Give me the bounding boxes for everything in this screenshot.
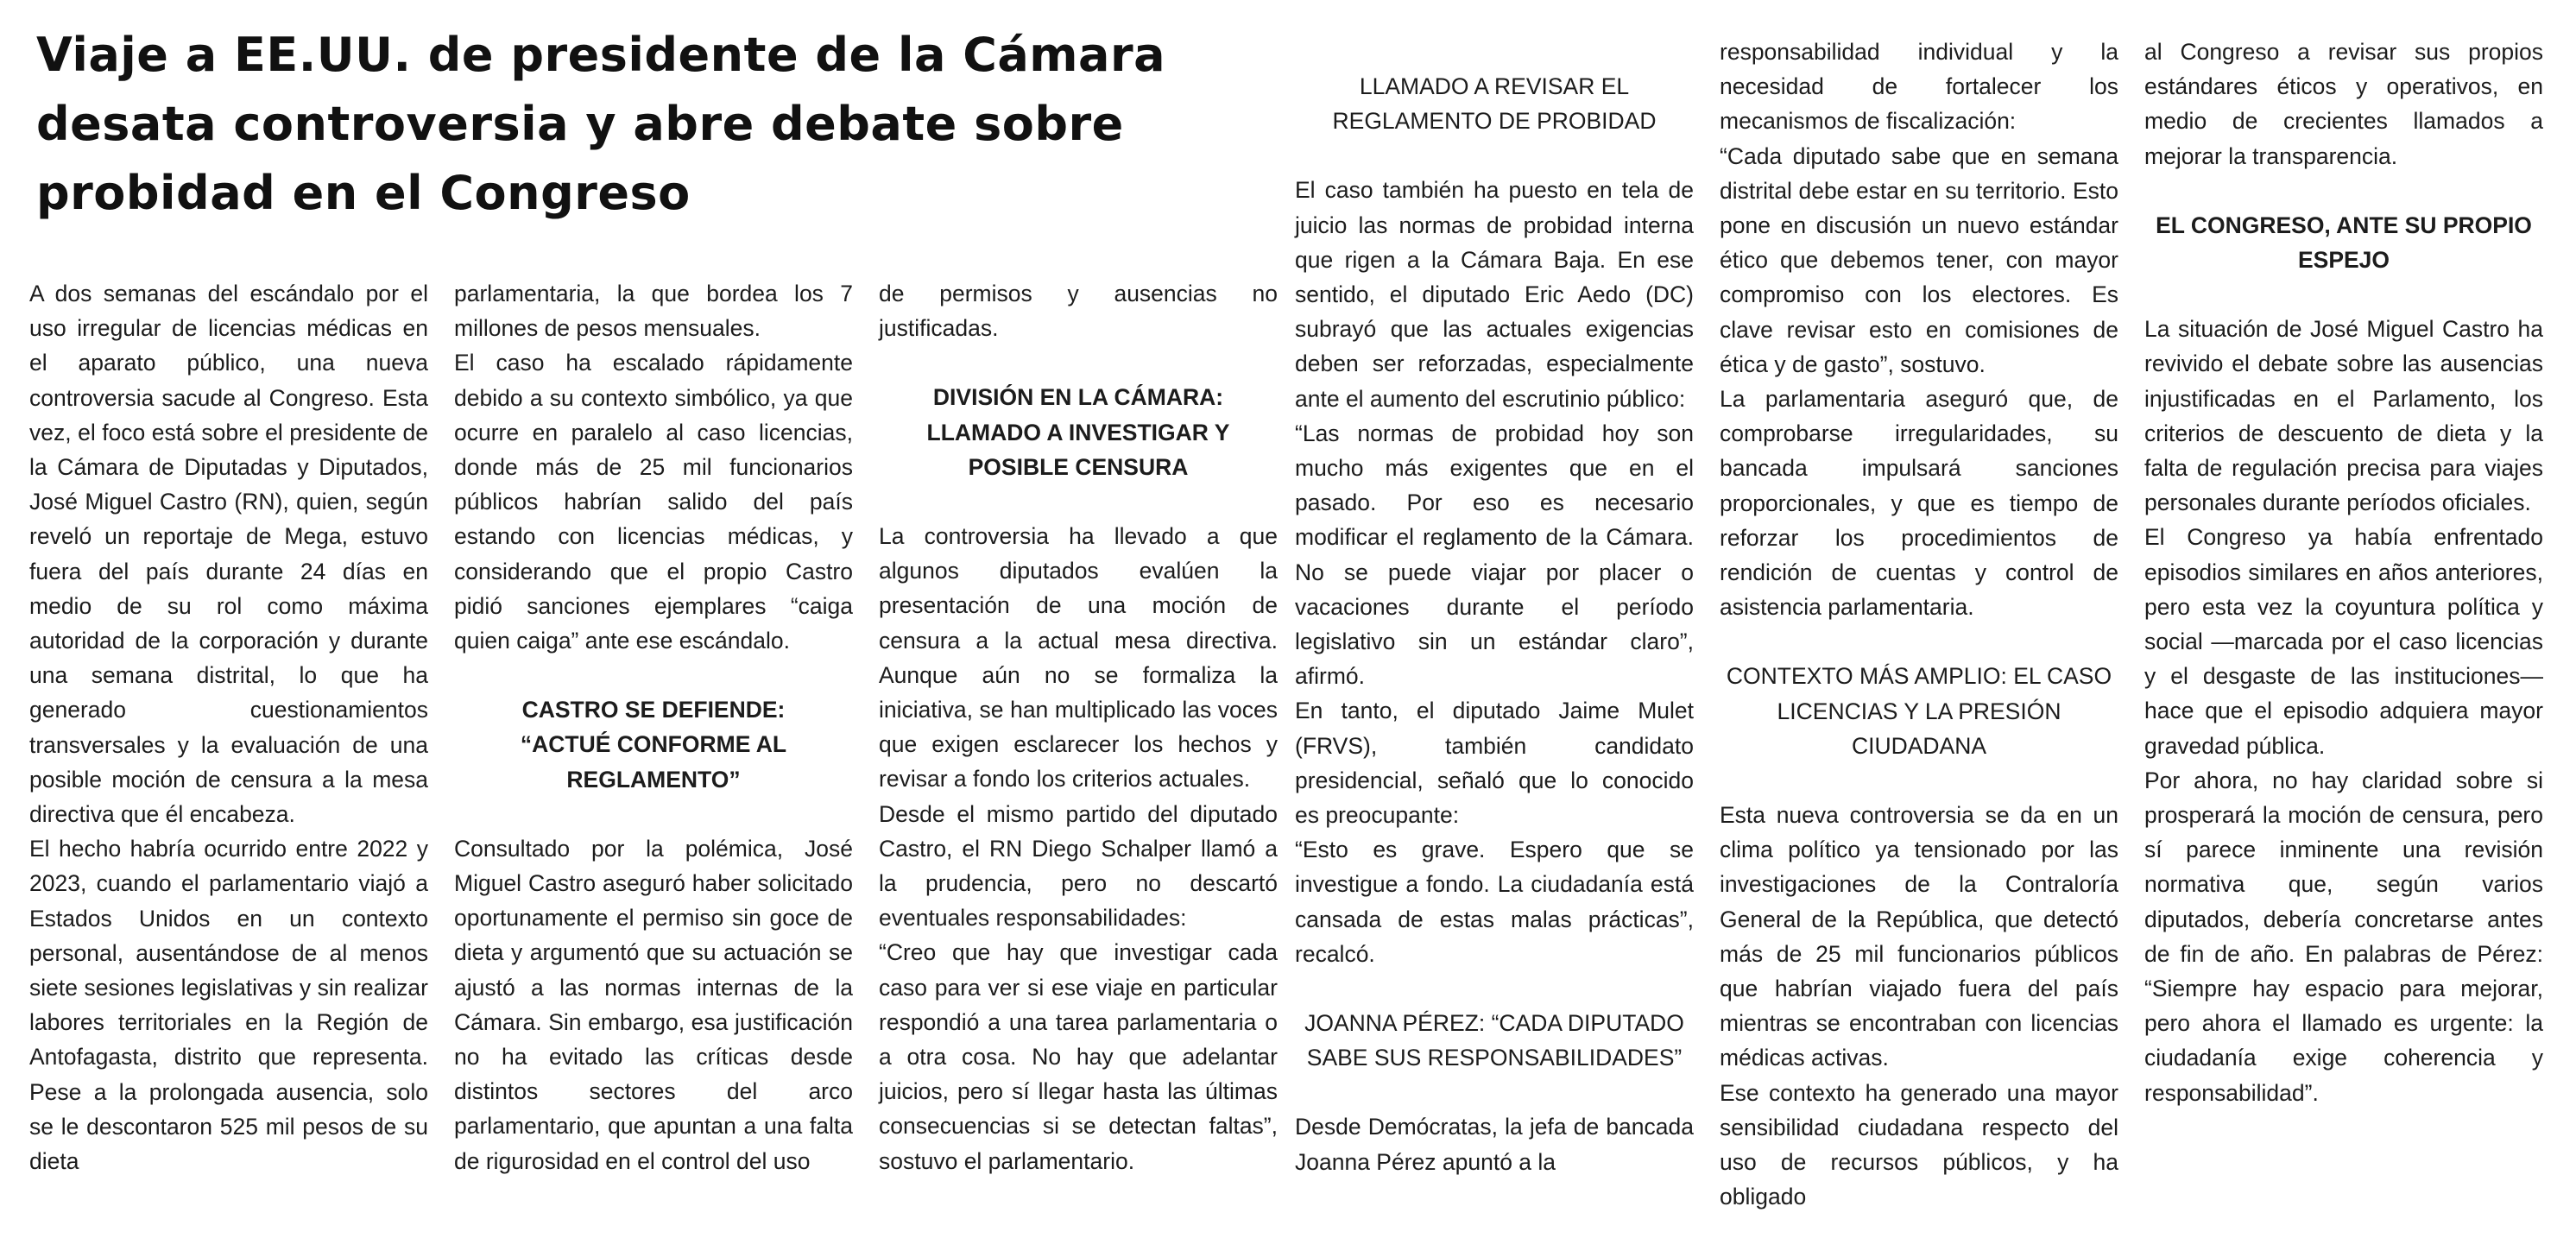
subheading-line: EL CONGRESO, ANTE SU PROPIO: [2156, 212, 2532, 238]
subheading-division-camara: [879, 380, 1278, 484]
column-6-paragraph-3: El Congreso ya había enfrentado episodios similares en años anteriores, pero esta vez la coyuntura política y social —marcada por el caso licencias y el desgaste de las instituciones— hace que el episodio adquiera mayor gravedad pública.: [2144, 524, 2543, 759]
subheading-joanna-perez: [1295, 1006, 1694, 1075]
subheading-line: POSIBLE CENSURA: [968, 453, 1189, 480]
column-5-paragraph-4: Esta nueva controversia se da en un clima político ya tensionado por las investigaciones de la Contraloría General de la República, que detectó más de 25 mil funcionarios públicos que habrían viajado fuera del país mientras se encontraban con licencias médicas activas.: [1720, 802, 2118, 1071]
column-1: [29, 0, 428, 1257]
subheading-line: LLAMADO A REVISAR EL: [1359, 73, 1630, 99]
subheading-line: “ACTUÉ CONFORME AL: [520, 731, 787, 758]
subheading-line: JOANNA PÉREZ: “CADA DIPUTADO: [1304, 1010, 1684, 1037]
column-5-paragraph-5: Ese contexto ha generado una mayor sensibilidad ciudadana respecto del uso de recursos públicos, y ha obligado: [1720, 1079, 2118, 1210]
headline-line-3: probidad en el Congreso: [36, 166, 691, 220]
column-3-paragraph-4: “Creo que hay que investigar cada caso para ver si ese viaje en particular respondió a una tarea parlamentaria o a otra cosa. No hay que adelantar juicios, pero sí llegar hasta las últimas consecuencias si se detectan faltas”, sostuvo el parlamentario.: [879, 939, 1278, 1174]
column-3: [879, 0, 1278, 1257]
subheading-line: REGLAMENTO”: [566, 766, 741, 793]
subheading-line: REGLAMENTO DE PROBIDAD: [1332, 108, 1657, 135]
column-6: [2144, 0, 2543, 1257]
column-5-paragraph-1: responsabilidad individual y la necesidad de fortalecer los mecanismos de fiscalización:: [1720, 39, 2118, 135]
headline-line-1: Viaje a EE.UU. de presidente de la Cámara: [36, 28, 1166, 82]
column-1-paragraph-1: A dos semanas del escándalo por el uso irregular de licencias médicas en el aparato público, una nueva controversia sacude al Congreso. Esta vez, el foco está sobre el presidente de la Cámara de Diputadas y Diputados, José Miguel Castro (RN), quien, según reveló un reportaje de Mega, estuvo fuera del país durante 24 días en medio de su rol como máxima autoridad de la corporación y durante una semana distrital, lo que ha generado cuestionamientos transversales y la evaluación de una posible moción de censura a la mesa directiva que él encabeza.: [29, 281, 428, 828]
subheading-contexto-amplio: [1720, 659, 2118, 763]
column-4-paragraph-5: Desde Demócratas, la jefa de bancada Joanna Pérez apuntó a la: [1295, 1114, 1694, 1175]
column-3-paragraph-1: de permisos y ausencias no justificadas.: [879, 281, 1278, 342]
column-4-paragraph-2: “Las normas de probidad hoy son mucho más exigentes que en el pasado. Por eso es necesario modificar el reglamento de la Cámara. No se puede viajar por placer o vacaciones durante el período legislativo sin un estándar claro”, afirmó.: [1295, 420, 1694, 690]
column-4: [1295, 0, 1694, 1257]
column-4-paragraph-1: El caso también ha puesto en tela de juicio las normas de probidad interna que rigen a la Cámara Baja. En ese sentido, el diputado Eric Aedo (DC) subrayó que las actuales exigencias deben ser reforzadas, especialmente ante el aumento del escrutinio público:: [1295, 177, 1694, 412]
column-3-paragraph-2: La controversia ha llevado a que algunos diputados evalúen la presentación de una moción de censura a la actual mesa directiva. Aunque aún no se formaliza la iniciativa, se han multiplicado las voces que exigen esclarecer los hechos y revisar a fondo los criterios actuales.: [879, 523, 1278, 793]
subheading-line: LICENCIAS Y LA PRESIÓN CIUDADANA: [1777, 698, 2061, 759]
subheading-line: CONTEXTO MÁS AMPLIO: EL CASO: [1726, 663, 2112, 690]
subheading-line: CASTRO SE DEFIENDE:: [521, 697, 786, 723]
column-6-paragraph-2: La situación de José Miguel Castro ha revivido el debate sobre las ausencias injustificadas en el Parlamento, los criterios de descuento de dieta y la falta de regulación precisa para viajes personales durante períodos oficiales.: [2144, 316, 2543, 516]
subheading-congreso-espejo: [2144, 208, 2543, 277]
column-2: [454, 0, 853, 1257]
column-6-paragraph-1: al Congreso a revisar sus propios estándares éticos y operativos, en medio de crecientes llamados a mejorar la transparencia.: [2144, 39, 2543, 169]
column-5-paragraph-2: “Cada diputado sabe que en semana distrital debe estar en su territorio. Esto pone en discusión un nuevo estándar ético que debemos tener, con mayor compromiso con los electores. Es clave revisar esto en comisiones de ética y de gasto”, sostuvo.: [1720, 142, 2118, 377]
column-5: [1720, 0, 2118, 1257]
column-6-paragraph-4: Por ahora, no hay claridad sobre si prosperará la moción de censura, pero sí parece inminente una revisión normativa que, según varios diputados, debería concretarse antes de fin de año. En palabras de Pérez: “Siempre hay espacio para mejorar, pero ahora el llamado es urgente: la ciudadanía exige coherencia y responsabilidad”.: [2144, 767, 2543, 1106]
subheading-line: LLAMADO A INVESTIGAR Y: [926, 419, 1230, 445]
column-4-paragraph-3: En tanto, el diputado Jaime Mulet (FRVS), también candidato presidencial, señaló que lo conocido es preocupante:: [1295, 698, 1694, 829]
column-2-paragraph-3: Consultado por la polémica, José Miguel Castro aseguró haber solicitado oportunamente el permiso sin goce de dieta y argumentó que su actuación se ajustó a las normas internas de la Cámara. Sin embargo, esa justificación no ha evitado las críticas desde distintos sectores del arco parlamentario, que apuntan a una falta de rigurosidad en el control del uso: [454, 835, 853, 1174]
subheading-castro-se-defiende: [454, 692, 853, 797]
subheading-line: DIVISIÓN EN LA CÁMARA:: [932, 384, 1224, 411]
subheading-line: ESPEJO: [2297, 247, 2390, 274]
column-4-paragraph-4: “Esto es grave. Espero que se investigue a fondo. La ciudadanía está cansada de estas malas prácticas”, recalcó.: [1295, 837, 1694, 967]
column-1-paragraph-2: El hecho habría ocurrido entre 2022 y 2023, cuando el parlamentario viajó a Estados Unidos en un contexto personal, ausentándose de al menos siete sesiones legislativas y sin realizar labores territoriales en la Región de Antofagasta, distrito que representa. Pese a la prolongada ausencia, solo se le descontaron 525 mil pesos de su dieta: [29, 836, 428, 1175]
headline-line-2: desata controversia y abre debate sobre: [36, 97, 1124, 151]
column-2-paragraph-1: parlamentaria, la que bordea los 7 millones de pesos mensuales.: [454, 281, 853, 342]
column-5-paragraph-3: La parlamentaria aseguró que, de comprobarse irregularidades, su bancada impulsará sanciones proporcionales, y que es tiempo de reforzar los procedimientos de rendición de cuentas y control de asistencia parlamentaria.: [1720, 386, 2118, 621]
subheading-line: SABE SUS RESPONSABILIDADES”: [1306, 1045, 1683, 1071]
subheading-reglamento-probidad: [1295, 69, 1694, 138]
column-2-paragraph-2: El caso ha escalado rápidamente debido a su contexto simbólico, ya que ocurre en paralelo al caso licencias, donde más de 25 mil funcionarios públicos habrían salido del país estando con licencias médicas, y considerando que el propio Castro pidió sanciones ejemplares “caiga quien caiga” ante ese escándalo.: [454, 350, 853, 654]
column-3-paragraph-3: Desde el mismo partido del diputado Castro, el RN Diego Schalper llamó a la prudencia, pero no descartó eventuales responsabilidades:: [879, 800, 1278, 932]
